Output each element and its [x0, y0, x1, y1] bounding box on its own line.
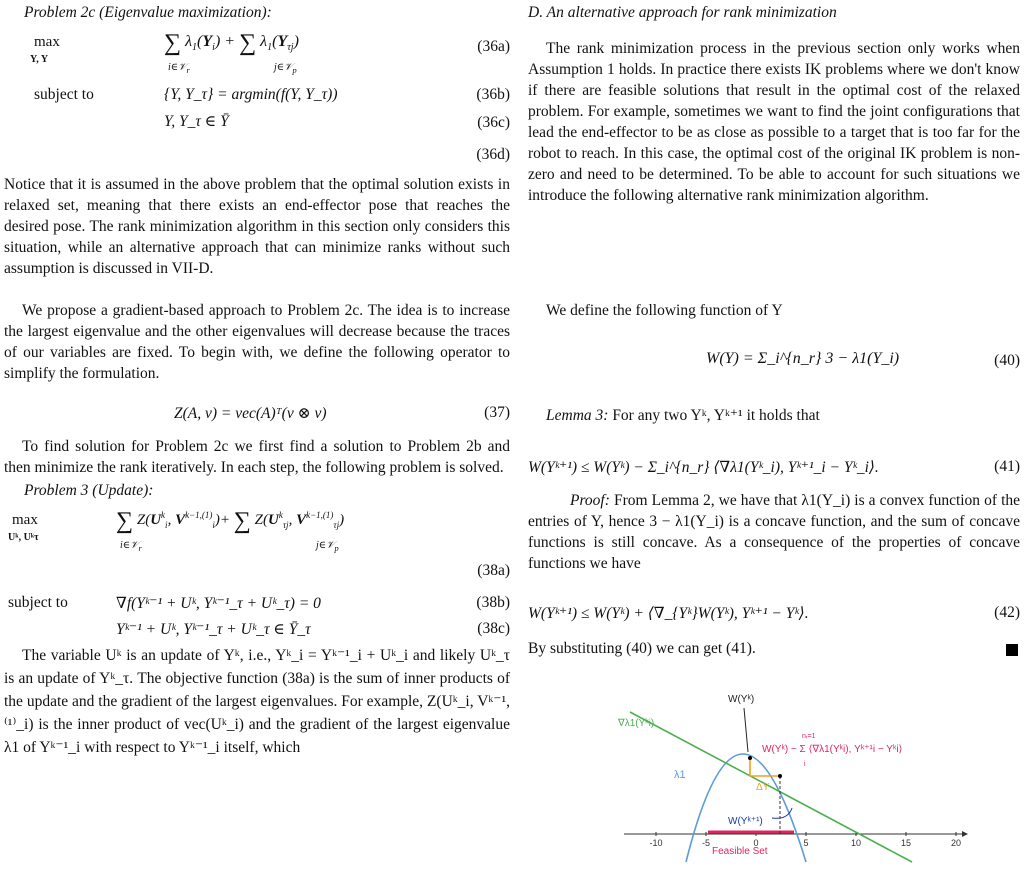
eq38a-sum-i: i∈𝒱$_r$	[120, 540, 142, 553]
tick-label: 20	[950, 838, 962, 848]
eq38c-number: (38c)	[477, 620, 510, 637]
lambda-label: λ1	[674, 769, 686, 781]
tick-label: 5	[803, 838, 809, 848]
eq42-number: (42)	[994, 604, 1020, 621]
lemma3-text: For any two Yᵏ, Yᵏ⁺¹ it holds that	[612, 407, 820, 424]
eq38a-number: (38a)	[477, 562, 510, 579]
tick-label: 0	[753, 838, 759, 848]
lemma3	[546, 406, 820, 425]
feasible-set-label: Feasible Set	[712, 846, 768, 857]
wyk-label: W(Yᵏ)	[728, 694, 755, 705]
eq38b: ∇f(Yᵏ⁻¹ + Uᵏ, Yᵏ⁻¹_τ + Uᵏ_τ) = 0	[116, 595, 321, 612]
wyk-pointer	[744, 708, 748, 752]
eq38a-max: max	[12, 512, 38, 528]
section-heading-alternative: D. An alternative approach for rank minimization	[528, 4, 837, 21]
point-bound	[778, 774, 782, 778]
eq38b-label: subject to	[8, 594, 68, 611]
eq36b: {Y, Y_τ} = argmin(f(Y, Y_τ))	[164, 86, 338, 103]
tick-label: 15	[900, 838, 912, 848]
x-axis-arrow	[962, 831, 968, 837]
eq41: W(Yᵏ⁺¹) ≤ W(Yᵏ) − Σ_i^{n_r} ⟨∇λ1(Yᵏ_i), Yᵏ⁺¹_i − Yᵏ_i⟩.	[528, 459, 879, 476]
eq36a-sum-j: j∈𝒱$_p$	[274, 62, 297, 75]
eq40: W(Y) = Σ_i^{n_r} 3 − λ1(Y_i)	[706, 350, 900, 367]
x-axis-tick-labels	[649, 838, 961, 848]
wyk-expr-label: W(Yᵏ) − Σ ⟨∇λ1(Yᵏi), Yᵏ⁺¹i − Yᵏi⟩	[762, 744, 903, 755]
sum-bottom-label: i	[804, 761, 806, 768]
paragraph-proof	[528, 490, 1020, 574]
eq38c: Yᵏ⁻¹ + Uᵏ, Yᵏ⁻¹_τ + Uᵏ_τ ∈ Ȳ_τ	[116, 621, 311, 638]
tick-label: -10	[649, 838, 663, 848]
eq36d-number: (36d)	[476, 146, 510, 163]
wyk1-label: W(Yᵏ⁺¹)	[728, 816, 763, 827]
lemma3-label: Lemma 3:	[546, 407, 609, 424]
eq36b-number: (36b)	[476, 86, 510, 103]
paragraph-gradient-approach: We propose a gradient-based approach to Problem 2c. The idea is to increase the largest eigenvalue and the other eigenvalues will decrease because the traces of our variables are fixed. To begin with, we define the following operator to simplify the formulation.	[4, 302, 510, 382]
paragraph-assumption: Notice that it is assumed in the above problem that the optimal solution exists in relaxed set, meaning that there exists an end-effector pose that reaches the desired pose. The rank minimization algorithm in this section only considers this situation, while an alternative approach that can minimize ranks without such assumption is discussed in VII-D.	[4, 176, 510, 277]
eq36a-sub: Y, Y	[30, 54, 49, 65]
wyk1-pointer	[772, 808, 792, 818]
paragraph-rank-minimization: The rank minimization process in the previous section only works when Assumption 1 holds. In practice there exists IK problems where we don't know if there are feasible solutions that result in the optimal cost of the relaxed problem. For example, sometimes we want to find the joint configurations that lead the end-effector to be as close as possible to a target that is too far for the robot to reach. In this case, the optimal cost of the original IK problem is non-zero and need to be determined. To be able to account for such situations we introduce the following alternative rank minimization algorithm.	[528, 40, 1020, 204]
tick-label: 10	[850, 838, 862, 848]
eq36a-max: max	[34, 34, 60, 50]
proof-label: Proof:	[570, 492, 610, 509]
proof-text: From Lemma 2, we have that λ1(Y_i) is a convex function of the entries of Y, hence 3 − λ1(Y_i) is a concave function, and the sum of concave functions is still concave. As a consequence of the properties of concave functions we have	[528, 492, 1021, 572]
eq36a-sum-i: i∈𝒱$_r$	[168, 62, 190, 75]
eq38a: ∑ $Z(U^k_i$, $V^{k-1,(1)}_i)+$ ∑ $Z(U^k_{\tau j}$, $V^{k-1,(1)}_{\tau j}$)	[116, 508, 345, 534]
tangent-line	[630, 712, 912, 862]
eq38a-sum-j: j∈𝒱$_p$	[316, 540, 339, 553]
eq36c-number: (36c)	[477, 114, 510, 131]
eq38a-sub: Uᵏ, Uᵏτ	[8, 532, 39, 543]
eq42: W(Yᵏ⁺¹) ≤ W(Yᵏ) + ⟨∇_{Yᵏ}W(Yᵏ), Yᵏ⁺¹ − Yᵏ⟩.	[528, 605, 809, 622]
paragraph-define-function: We define the following function of Y	[546, 302, 783, 319]
eq36c: Y, Y_τ ∈ Ȳ	[164, 113, 229, 130]
problem2c-heading: Problem 2c (Eigenvalue maximization):	[24, 4, 272, 21]
paragraph-iterative: To find solution for Problem 2c we first find a solution to Problem 2b and then minimize the rank iteratively. In each step, the following problem is solved.	[4, 438, 510, 476]
point-wyk	[748, 756, 752, 760]
paragraph-update-variable: The variable Uᵏ is an update of Yᵏ, i.e., Yᵏ_i = Yᵏ⁻¹_i + Uᵏ_i and likely Uᵏ_τ is an update of Yᵏ_τ. The objective function (38a) is the sum of inner products of the update and the gradient of the largest eigenvalues. For example, Z(Uᵏ_i, Vᵏ⁻¹,⁽¹⁾_i) is the inner product of vec(Uᵏ_i) and the gradient of the largest eigenvalue λ1 of Yᵏ⁻¹_i with respect to Yᵏ⁻¹_i itself, which	[4, 647, 510, 756]
problem3-heading: Problem 3 (Update):	[24, 482, 154, 499]
eq37: Z(A, v) = vec(A)ᵀ(v ⊗ v)	[174, 405, 327, 422]
eq38b-number: (38b)	[476, 594, 510, 611]
eq36a: ∑ $\lambda_1(Y_i)$ + ∑ $\lambda_1(Y_{\tau j})$	[164, 30, 299, 56]
delta-label: ΔY	[756, 782, 770, 793]
sum-top-label: nᵣ=1	[802, 733, 816, 740]
concavity-figure	[616, 686, 968, 866]
eq36b-label: subject to	[34, 86, 94, 103]
qed-square	[1006, 644, 1018, 656]
eq36a-number: (36a)	[477, 38, 510, 55]
eq37-number: (37)	[484, 404, 510, 421]
eq41-number: (41)	[994, 458, 1020, 475]
grad-label: ∇λ1(Yᵏi)	[618, 718, 655, 729]
eq40-number: (40)	[994, 352, 1020, 369]
paragraph-substitute: By substituting (40) we can get (41).	[528, 640, 756, 657]
tick-label: -5	[701, 838, 711, 848]
